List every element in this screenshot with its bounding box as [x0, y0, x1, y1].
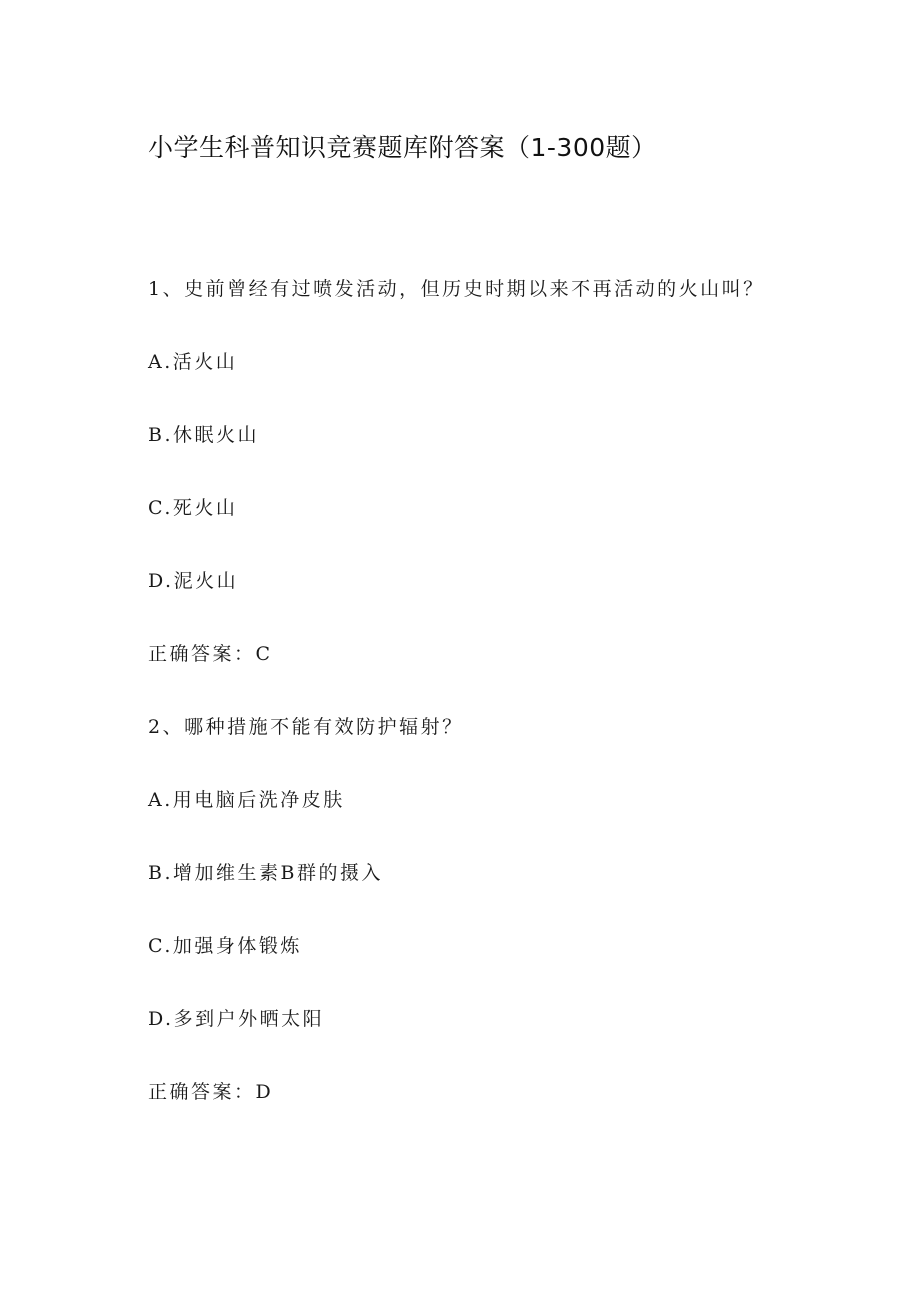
question-1-option-d: D.泥火山	[148, 570, 239, 592]
question-2-text: 2、哪种措施不能有效防护辐射？	[148, 716, 464, 738]
question-1-answer: 正确答案：C	[148, 643, 273, 665]
question-1-text: 1、史前曾经有过喷发活动，但历史时期以来不再活动的火山叫？	[148, 278, 765, 300]
question-1-option-b: B.休眠火山	[148, 424, 260, 446]
page-title: 小学生科普知识竞赛题库附答案（1-300题）	[148, 133, 657, 162]
question-1-option-a: A.活火山	[148, 351, 238, 373]
question-2-option-a: A.用电脑后洗净皮肤	[148, 789, 345, 811]
question-2-option-b: B.增加维生素B群的摄入	[148, 862, 383, 884]
question-1-option-c: C.死火山	[148, 497, 238, 519]
question-2-option-c: C.加强身体锻炼	[148, 935, 302, 957]
question-2-answer: 正确答案：D	[148, 1081, 274, 1103]
question-2-option-d: D.多到户外晒太阳	[148, 1008, 325, 1030]
